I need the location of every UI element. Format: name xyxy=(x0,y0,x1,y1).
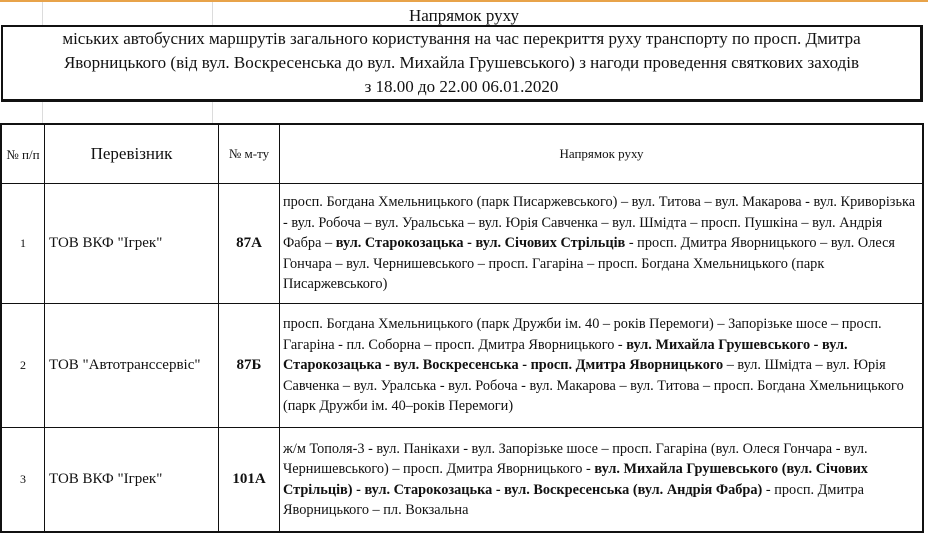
cell-num[interactable]: 2 xyxy=(1,304,45,428)
header-direction[interactable]: Напрямок руху xyxy=(280,124,924,184)
cell-num[interactable]: 3 xyxy=(1,428,45,533)
cell-route[interactable]: 87Б xyxy=(219,304,280,428)
subtitle-box[interactable] xyxy=(1,25,923,102)
route-segment: – вул. Шмідта – вул. Юрія Савченка – вул. Уралська - вул. Робоча - вул. Макарова – вул. Титова – просп. Богдана Хмельницького (парк Дружби ім. 40–років Перемоги) xyxy=(283,357,904,415)
route-segment: - просп. Дмитра Яворницького – вул. Олеся Гончара – вул. Чернишевського – просп. Гагаріна – просп. Богдана Хмельницького (парк Писаржевського) xyxy=(283,235,895,293)
sheet-top-border xyxy=(0,0,928,2)
closed-street-segment: вул. Михайла Грушевського (вул. Січових Стрільців) - вул. Старокозацька - вул. Воскресенська (вул. Андрія Фабра) xyxy=(283,461,868,498)
cell-carrier[interactable]: ТОВ ВКФ "Ігрек" xyxy=(45,428,219,533)
route-segment: - просп. Дмитра Яворницького – пл. Вокзальна xyxy=(283,481,865,518)
closed-street-segment: вул. Старокозацька - вул. Січових Стрільців xyxy=(335,235,626,252)
subtitle-line: Яворницького (від вул. Воскресенська до вул. Михайла Грушевського) з нагоди проведення святкових заходів xyxy=(63,53,860,72)
cell-route[interactable]: 101А xyxy=(219,428,280,533)
table-row xyxy=(1,428,923,533)
cell-carrier[interactable]: ТОВ ВКФ "Ігрек" xyxy=(45,184,219,304)
header-carrier[interactable]: Перевізник xyxy=(45,124,219,184)
subtitle-line: з 18.00 до 22.00 06.01.2020 xyxy=(364,77,559,96)
cell-direction[interactable] xyxy=(280,304,924,428)
subtitle-line: міських автобусних маршрутів загального користування на час перекриття руху транспорту по просп. Дмитра xyxy=(62,29,861,48)
header-num[interactable]: № п/п xyxy=(1,124,45,184)
table-header-row xyxy=(1,124,923,184)
cell-route[interactable]: 87А xyxy=(219,184,280,304)
cell-direction[interactable] xyxy=(280,428,924,533)
route-segment: просп. Богдана Хмельницького (парк Дружби ім. 40 – років Перемоги) – Запорізьке шосе – просп. Гагаріна - пл. Соборна – просп. Дмитра Яворницького - xyxy=(283,316,882,353)
routes-table xyxy=(0,123,924,533)
table-row xyxy=(1,184,923,304)
closed-street-segment: вул. Михайла Грушевського - вул. Старокозацька - вул. Воскресенська - просп. Дмитра Яворницького xyxy=(283,336,848,374)
cell-carrier[interactable]: ТОВ "Автотранссервіс" xyxy=(45,304,219,428)
cell-direction[interactable] xyxy=(280,184,924,304)
page-title: Напрямок руху xyxy=(409,6,519,25)
table-row xyxy=(1,304,923,428)
cell-num[interactable]: 1 xyxy=(1,184,45,304)
route-segment: просп. Богдана Хмельницького (парк Писаржевського) – вул. Титова – вул. Макарова - вул. Криворізька - вул. Робоча – вул. Уральська – вул. Юрія Савченка – вул. Шмідта – просп. Пушкіна – вул. Андрія Фабра – xyxy=(283,194,916,252)
header-route[interactable]: № м-ту xyxy=(219,124,280,184)
route-segment: ж/м Тополя-3 - вул. Панікахи - вул. Запорізьке шосе – просп. Гагаріна (вул. Олеся Гончара - вул. Чернишевського) – просп. Дмитра Яворницького - xyxy=(283,440,868,477)
